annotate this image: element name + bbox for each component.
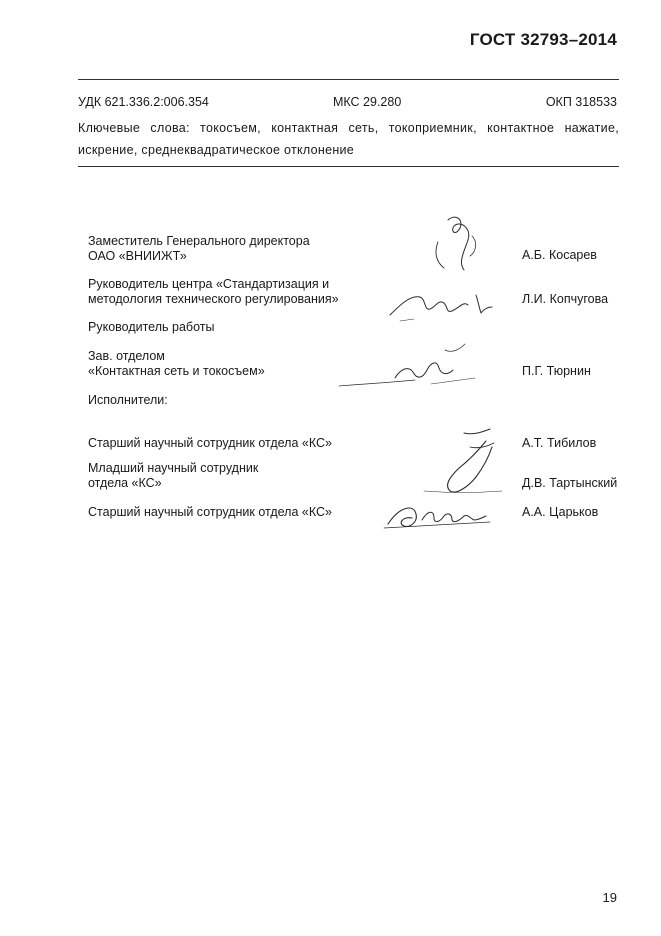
role-line: Зав. отделом [88,349,165,363]
signatory-name: Д.В. Тартынский [522,476,618,490]
role-line: Заместитель Генерального директора [88,234,310,248]
header-rule [78,79,619,80]
role-line: отдела «КС» [88,476,162,490]
signatory-role [88,436,332,451]
signature-tibilov-icon [420,425,510,500]
signatory-role [88,461,258,491]
signatory-name: А.Т. Тибилов [522,436,597,450]
keywords-line-1: Ключевые слова: токосъем, контактная сеть, токоприемник, контактное нажатие, [78,121,619,135]
signatory-name: А.Б. Косарев [522,248,597,262]
page-number: 19 [602,890,617,905]
role-line: ОАО «ВНИИЖТ» [88,249,187,263]
keywords-rule [78,166,619,167]
mks-code: МКС 29.280 [333,95,402,109]
signature-kosarev-icon [420,208,500,283]
role-line: Младший научный сотрудник [88,461,259,475]
role-line: «Контактная сеть и токосъем» [88,364,265,378]
role-line: Руководитель центра «Стандартизация и [88,277,330,291]
signatory-role [88,505,332,520]
signature-kopchugova-icon [380,285,500,325]
signatory-name: П.Г. Тюрнин [522,364,591,378]
keywords-line-2: искрение, среднеквадратическое отклонение [78,143,355,157]
signatory-role [88,393,168,408]
standard-code: ГОСТ 32793–2014 [469,30,617,49]
okp-code: ОКП 318533 [545,95,617,109]
signatory-role [88,234,310,264]
udk-code: УДК 621.336.2:006.354 [78,95,209,109]
role-line: Старший научный сотрудник отдела «КС» [88,505,332,519]
role-line: Руководитель работы [88,320,215,334]
signatory-name: А.А. Царьков [522,505,599,519]
signatory-role [88,349,265,379]
signatory-name: Л.И. Копчугова [522,292,609,306]
signatory-role [88,320,214,335]
signature-tsarkov-icon [380,500,495,535]
role-line: Исполнители: [88,393,168,407]
signature-tyurnin-icon [335,340,485,390]
role-line: методология технического регулирования» [88,292,339,306]
signatory-role [88,277,339,307]
role-line: Старший научный сотрудник отдела «КС» [88,436,332,450]
